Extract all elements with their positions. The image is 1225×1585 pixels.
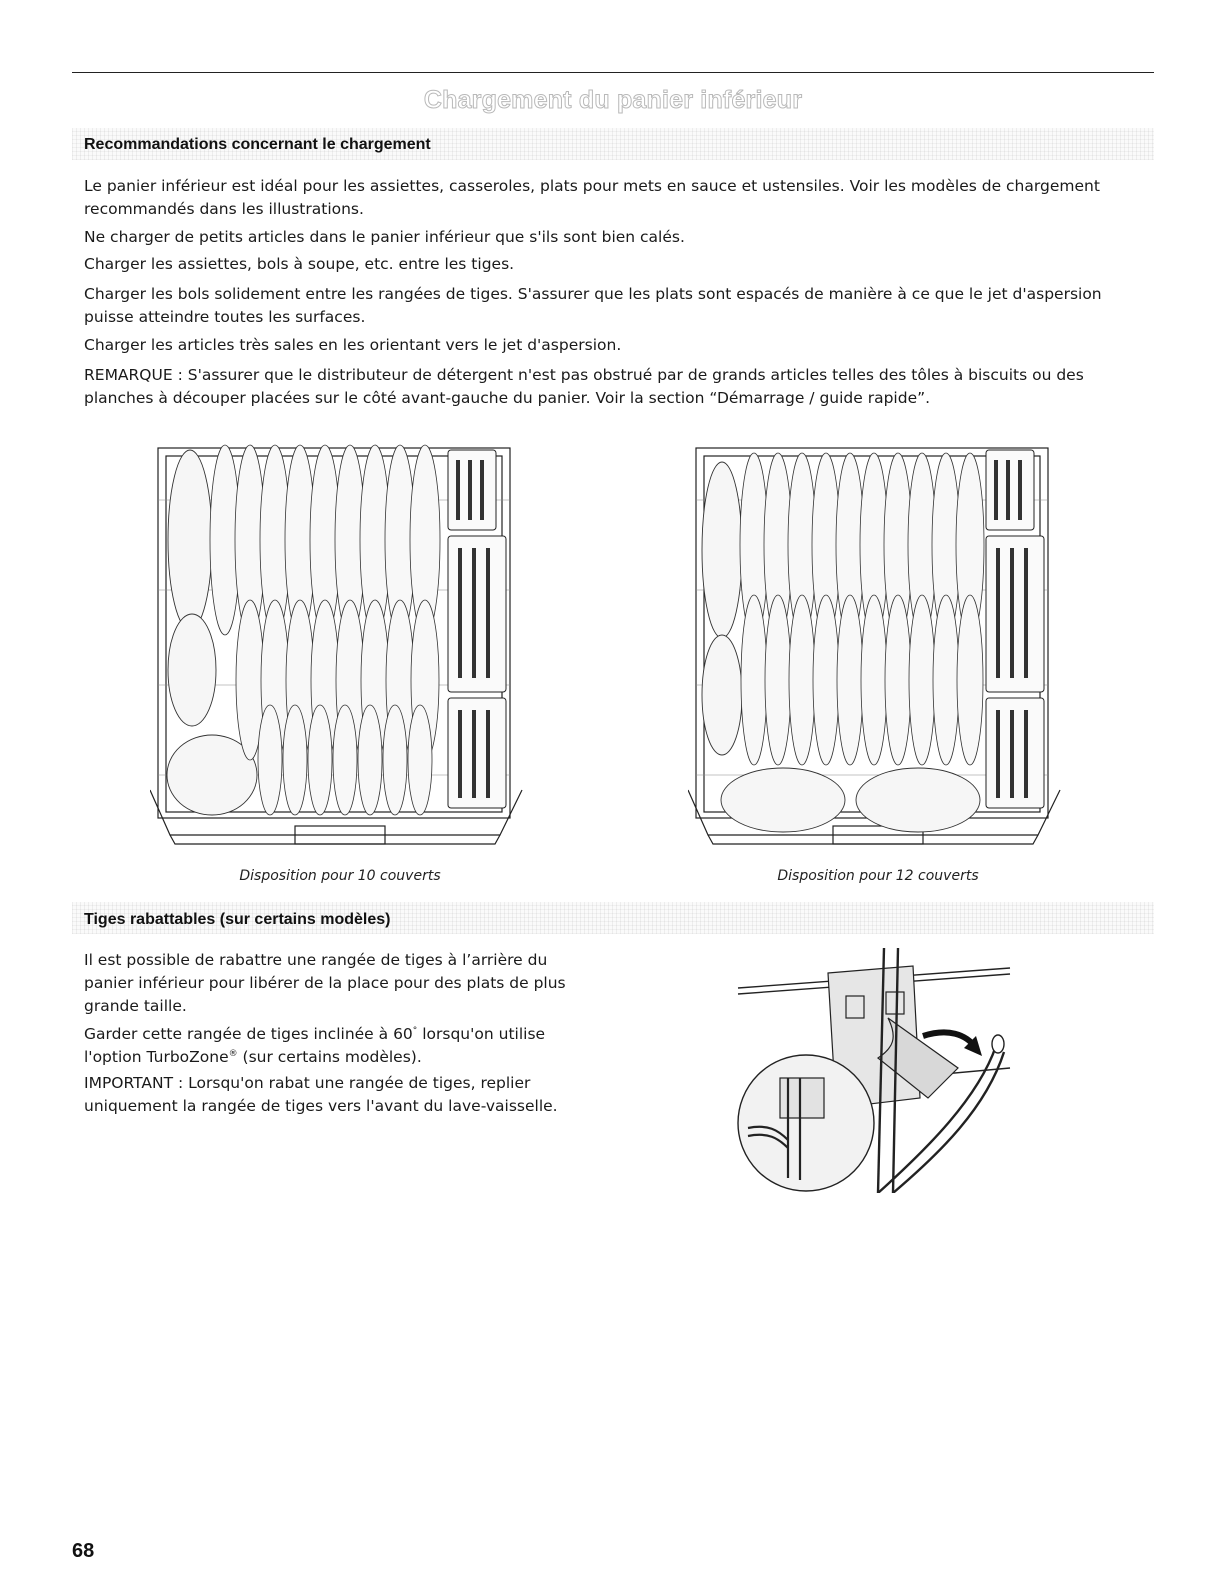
note-label: REMARQUE : [84, 366, 183, 384]
important-label: IMPORTANT : [84, 1074, 184, 1092]
registered-sign: ® [228, 1048, 238, 1059]
caption-12-settings: Disposition pour 12 couverts [777, 868, 979, 884]
turbozone-text-c: (sur certains modèles). [237, 1048, 422, 1066]
fold-tines-paragraph: Il est possible de rabattre une rangée de tiges à l’arrière du panier inférieur pour libérer de la place pour des plats de plus grande taille. [84, 951, 566, 1015]
important-paragraph [84, 1072, 594, 1118]
loading-illustration-10-settings [150, 430, 530, 850]
fold-down-tines-illustration [728, 948, 1020, 1193]
caption-10-settings: Disposition pour 10 couverts [239, 868, 441, 884]
loading-recommendations-heading: Recommandations concernant le chargement [84, 136, 431, 153]
small-items-paragraph: Ne charger de petits articles dans le panier inférieur que s'ils sont bien calés. [84, 228, 685, 246]
loading-illustration-12-settings [688, 430, 1068, 850]
intro-paragraph: Le panier inférieur est idéal pour les assiettes, casseroles, plats pour mets en sauce et ustensiles. Voir les modèles de chargement recommandés dans les illustrations. [84, 177, 1100, 218]
turbozone-text-b: lorsqu'on utilise l'option TurboZone [84, 1025, 546, 1066]
dirty-items-paragraph: Charger les articles très sales en les orientant vers le jet d'aspersion. [84, 336, 622, 354]
plates-paragraph: Charger les assiettes, bols à soupe, etc. entre les tiges. [84, 255, 515, 273]
top-rule [72, 72, 1154, 73]
page-number: 68 [72, 1540, 95, 1562]
turbozone-text-a: Garder cette rangée de tiges inclinée à 60 [84, 1025, 413, 1043]
note-paragraph [84, 364, 1134, 410]
note-text: S'assurer que le distributeur de détergent n'est pas obstrué par de grands articles telles des tôles à biscuits ou des planches à découper placées sur le côté avant-gauche du panier. Voir la section “Démarrage / guide rapide”. [84, 366, 1084, 407]
turbozone-paragraph [84, 1023, 594, 1069]
degree-sign: ° [412, 1025, 418, 1036]
fold-down-tines-heading: Tiges rabattables (sur certains modèles) [84, 911, 391, 928]
page-title: Chargement du panier inférieur [423, 86, 803, 114]
important-text: Lorsqu'on rabat une rangée de tiges, replier uniquement la rangée de tiges vers l'avant du lave-vaisselle. [84, 1074, 558, 1115]
bowls-paragraph: Charger les bols solidement entre les rangées de tiges. S'assurer que les plats sont espacés de manière à ce que le jet d'aspersion puisse atteindre toutes les surfaces. [84, 285, 1102, 326]
